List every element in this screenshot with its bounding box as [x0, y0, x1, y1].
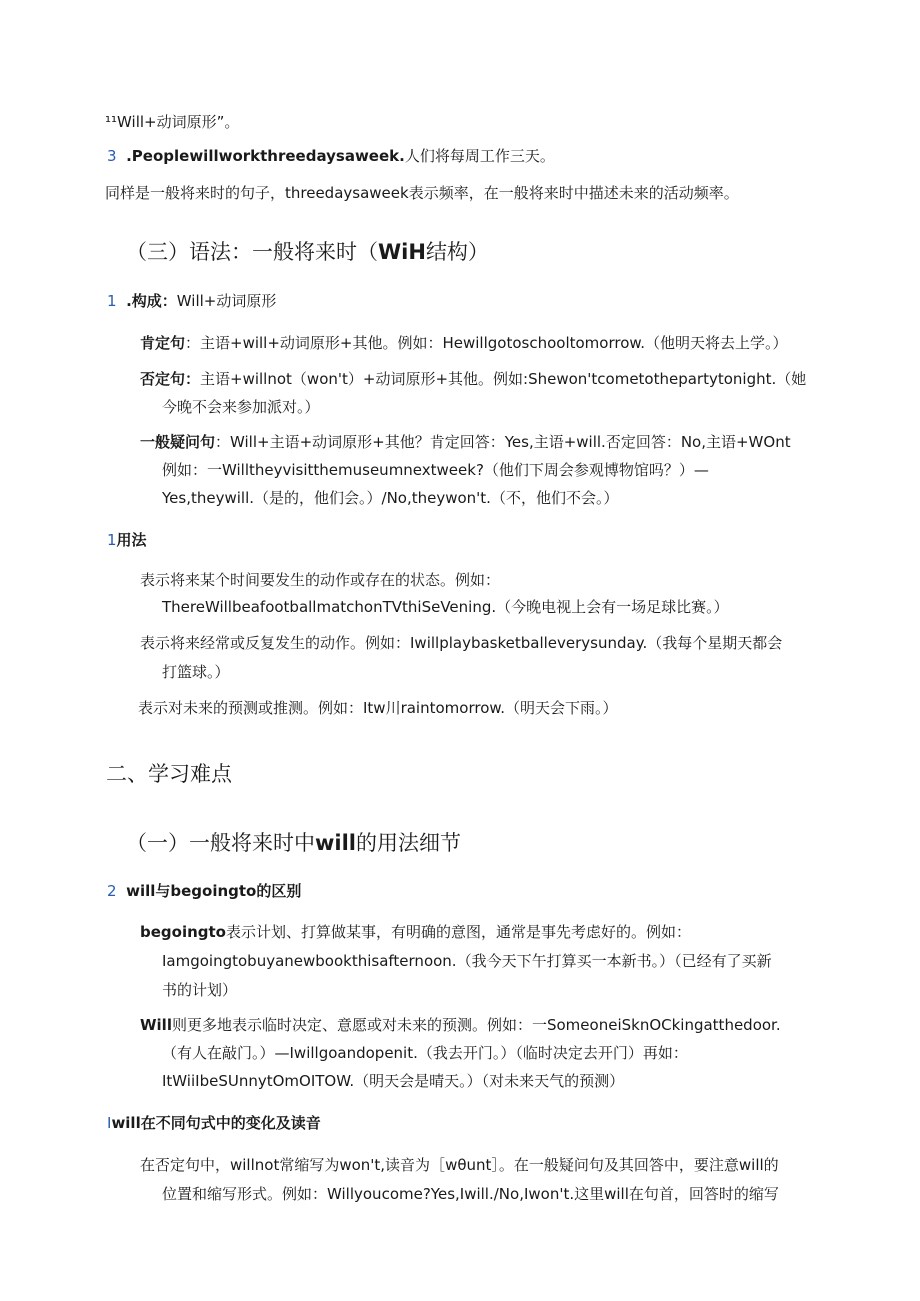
heading-difficulty: 二、学习难点 [106, 762, 232, 786]
example-3 [107, 146, 555, 166]
heading-details-text: （一）一般将来时中 [126, 831, 315, 855]
variation-text-cont: 位置和缩写形式。例如：Willyoucome?Yes,Iwill./No,Iwon't.这里will在句首，回答时的缩写 [162, 1185, 779, 1203]
affirmative-label: 肯定句 [140, 334, 186, 352]
list-number: 1 [107, 531, 117, 549]
begoingto-explanation [140, 922, 691, 942]
heading-details-bold: will [315, 831, 356, 855]
list-number: 1 [107, 292, 117, 310]
heading-grammar-text: （三）语法：一般将来时（ [126, 240, 378, 264]
list-number: 2 [107, 882, 117, 900]
will-example-cont: ItWiiIbeSUnnytOmOITOW.（明天会是晴天。）（对未来天气的预测） [162, 1072, 625, 1090]
heading-grammar-end: 结构） [425, 240, 489, 264]
usage-2: 表示将来经常或反复发生的动作。例如：Iwillplaybasketballeverysunday.（我每个星期天都会 [140, 634, 783, 652]
heading-details-end: 的用法细节 [356, 831, 461, 855]
structure-label: .构成： [126, 292, 177, 310]
will-explanation [140, 1015, 781, 1035]
usage-label: 用法 [116, 531, 147, 549]
variation-text: 在否定句中，willnot常缩写为won't,读音为［wθunt］。在一般疑问句及其回答中，要注意will的 [140, 1156, 779, 1174]
begoingto-example-cont: 书的计划） [162, 981, 238, 999]
usage-1: 表示将来某个时间要发生的动作或存在的状态。例如： [140, 571, 501, 589]
explanation-frequency: 同样是一般将来时的句子，threedaysaweek表示频率，在一般将来时中描述未来的活动频率。 [105, 184, 739, 202]
affirmative-sentence [140, 333, 788, 353]
affirmative-text: ：主语+will+动词原形+其他。例如：Hewillgotoschooltomorrow.（他明天将去上学。） [185, 334, 788, 352]
question-answer: Yes,theywill.（是的，他们会。）/No,theywon't.（不，他们不会。） [162, 489, 619, 507]
heading-will-details [126, 829, 461, 857]
line-will-base-form: ¹¹Will+动词原形”。 [105, 113, 240, 131]
heading-grammar [126, 238, 489, 266]
heading-grammar-bold: WiH [378, 240, 426, 264]
negative-sentence-cont: 今晚不会来参加派对。） [162, 398, 320, 416]
negative-sentence [140, 369, 806, 389]
usage-2-cont: 打篮球。） [162, 663, 230, 681]
usage-heading [107, 530, 147, 550]
difference-label: will与begoingto的区别 [126, 882, 302, 900]
example-translation: 人们将每周工作三天。 [404, 147, 555, 165]
begoingto-label: begoingto [140, 923, 226, 941]
question-text: ：Will+主语+动词原形+其他？肯定回答：Yes,主语+will.否定回答：No,主语+WOnt [215, 433, 791, 451]
begoingto-example: Iamgoingtobuyanewbookthisafternoon.（我今天下午打算买一本新书。）（已经有了买新 [162, 952, 772, 970]
question-example: 例如：一Willtheyvisitthemuseumnextweek?（他们下周会参观博物馆吗？）— [162, 461, 709, 479]
question-sentence [140, 432, 791, 452]
will-label: Will [140, 1016, 172, 1034]
will-example: （有人在敲门。）—Iwillgoandopenit.（我去开门。）（临时决定去开门）再如： [162, 1044, 688, 1062]
will-text: 则更多地表示临时决定、意愿或对未来的预测。例如：一SomeoneiSknOCkingatthedoor. [171, 1016, 781, 1034]
example-sentence: .Peoplewillworkthreedaysaweek. [126, 147, 405, 165]
list-number: 3 [107, 147, 117, 165]
negative-text: 主语+willnot（won't）+动词原形+其他。例如:Shewon'tcometothepartytonight.（她 [200, 370, 807, 388]
negative-label: 否定句： [140, 370, 201, 388]
difference-heading [107, 881, 301, 901]
list-number: I [107, 1114, 112, 1132]
variation-label: will在不同句式中的变化及读音 [111, 1114, 321, 1132]
usage-3: 表示对未来的预测或推测。例如：Itw川raintomorrow.（明天会下雨。） [138, 699, 618, 717]
usage-1-example: ThereWillbeafootballmatchonTVthiSeVening.（今晚电视上会有一场足球比赛。） [162, 598, 729, 616]
begoingto-text: 表示计划、打算做某事，有明确的意图，通常是事先考虑好的。例如： [226, 923, 692, 941]
variation-heading [107, 1113, 321, 1133]
question-label: 一般疑问句 [140, 433, 216, 451]
structure-text: Will+动词原形 [176, 292, 277, 310]
structure-item [107, 291, 276, 311]
